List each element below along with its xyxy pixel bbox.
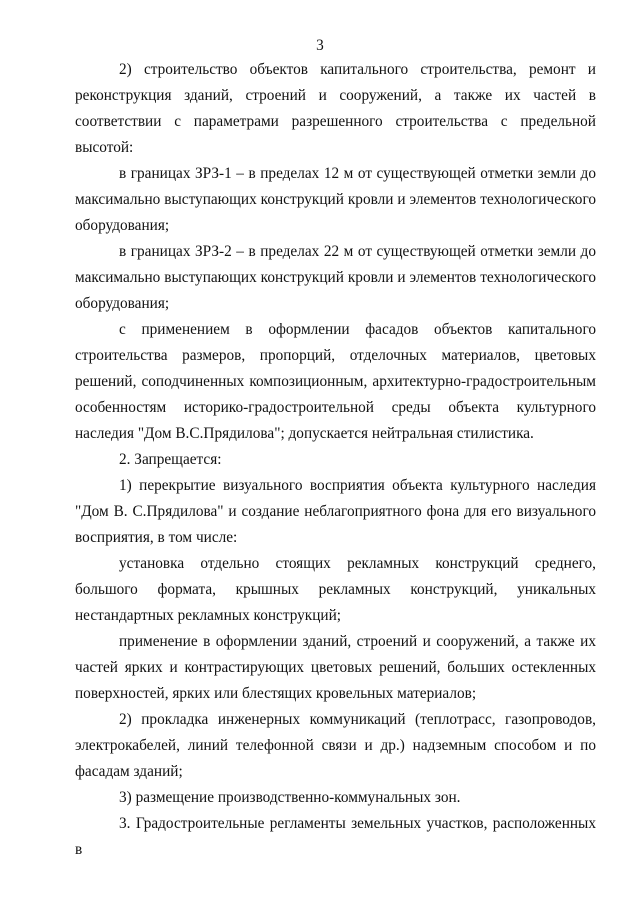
paragraph-utilities: 2) прокладка инженерных коммуникаций (теплотрасс, газопроводов, электрокабелей, линий телефонной связи и др.) надземным способом и по фасадам зданий;: [75, 711, 596, 780]
paragraph-advertising: установка отдельно стоящих рекламных конструкций среднего, большого формата, крышных рекламных конструкций, уникальных нестандартных рекламных конструкций;: [75, 555, 596, 624]
paragraph-land-regulations: 3. Градостроительные регламенты земельных участков, расположенных в: [75, 815, 596, 858]
paragraph-prohibited-heading: 2. Запрещается:: [119, 451, 222, 468]
paragraph-zrz2-height: в границах ЗРЗ-2 – в пределах 22 м от существующей отметки земли до максимально выступающих конструкций кровли и элементов технологического оборудования;: [75, 243, 596, 312]
paragraph-bright-colors: применение в оформлении зданий, строений и сооружений, а также их частей ярких и контрастирующих цветовых решений, больших остекленных поверхностей, ярких или блестящих кровельных материалов;: [75, 633, 596, 702]
page-number: 3: [316, 37, 324, 54]
paragraph-facade-design: с применением в оформлении фасадов объектов капитального строительства размеров, пропорций, отделочных материалов, цветовых решений, соподчиненных композиционным, архитектурно-градостроительным особенностям историко-градостроительной среды объекта культурного наследия "Дом В.С.Прядилова"; допускается нейтральная стилистика.: [75, 321, 596, 442]
paragraph-industrial-zones: 3) размещение производственно-коммунальных зон.: [119, 789, 461, 806]
paragraph-visual-obstruction: 1) перекрытие визуального восприятия объекта культурного наследия "Дом В. С.Прядилова" и создание неблагоприятного фона для его визуального восприятия, в том числе:: [75, 477, 596, 546]
paragraph-zrz1-height: в границах ЗРЗ-1 – в пределах 12 м от существующей отметки земли до максимально выступающих конструкций кровли и элементов технологического оборудования;: [75, 165, 596, 234]
paragraph-construction-parameters: 2) строительство объектов капитального строительства, ремонт и реконструкция зданий, строений и сооружений, а также их частей в соответствии с параметрами разрешенного строительства с предельной высотой:: [75, 61, 596, 156]
document-body: [75, 57, 596, 863]
